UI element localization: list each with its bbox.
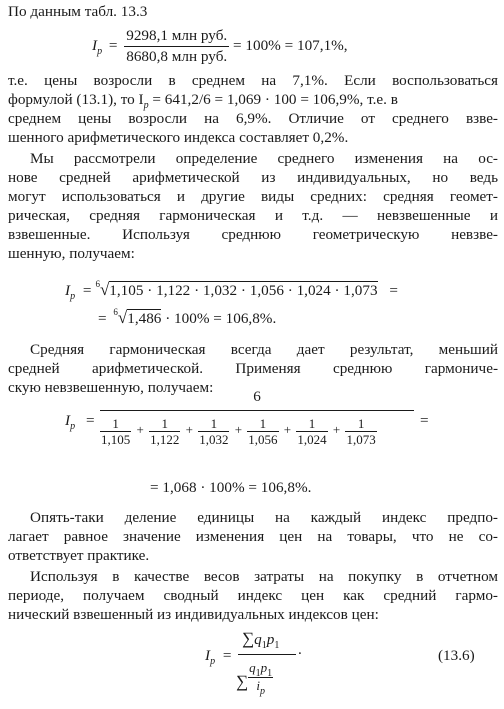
text-line: т.е. цены возросли в среднем на 7,1%. Если воспользоваться (8, 72, 498, 89)
fraction-denominator: 8680,8 млн руб. (126, 48, 228, 65)
fraction-denominator: 1,032 (199, 432, 229, 447)
formula-subscript: p (210, 656, 216, 667)
text-line: рическая, средняя гармоническая и т.д. — невзвешенные и (8, 207, 498, 224)
formula-symbol: I (65, 412, 71, 429)
text-line: Опять-таки деление единицы на каждый индекс предпо- (30, 509, 498, 526)
text-line: Мы рассмотрели определение среднего изменения на ос- (30, 150, 498, 167)
formula-geometric-mean-result: = $^6$√1,486 · 100% = 106,8%. (98, 307, 277, 328)
formula-subscript: p (143, 100, 149, 111)
formula-result: · 100% = 106,8%. (165, 310, 277, 328)
equals-sign: = (82, 282, 92, 300)
formula-symbol: I (205, 647, 211, 664)
text-fragment: формулой (13.1), то I (8, 91, 144, 108)
fraction-denominator: 1,024 (297, 432, 327, 447)
radicand: 1,486 (127, 310, 162, 328)
fraction (198, 416, 229, 447)
text-line: взвешенные. Используя среднюю геометрическую невзве- (8, 226, 498, 243)
fraction-numerator: 1 (100, 416, 131, 432)
text-line (8, 90, 498, 111)
plus-sign: + (185, 422, 193, 438)
formula-subscript: 1 (255, 668, 261, 679)
formula-price-index-ratio: $I_p$ = $\frac{\text{9298,1 млн руб.}}{\text{8680,8 млн руб.}}$ = 100% = 107,1%, (92, 27, 348, 65)
fraction-bar (100, 410, 414, 411)
fraction-numerator: 1 (198, 416, 229, 432)
radicand: 1,105 · 1,122 · 1,032 · 1,056 · 1,024 · 1,073 (109, 282, 378, 300)
formula-harmonic-mean (65, 412, 75, 432)
variable-q: q (249, 660, 256, 675)
text-line: нове средней арифметической из индивидуальных, но ведь (8, 169, 498, 186)
sigma-symbol: ∑ (242, 629, 255, 648)
equals-sign: = (389, 282, 398, 300)
formula-subscript: p (70, 291, 76, 303)
variable-p: p (266, 631, 275, 648)
fraction-denominator: 1,105 (101, 432, 131, 447)
fraction (247, 416, 278, 447)
sigma-symbol: ∑ (236, 671, 249, 691)
root-index: 6 (113, 307, 118, 317)
fraction (296, 416, 327, 447)
fraction-numerator: 1 (149, 416, 180, 432)
text-line: Используя в качестве весов затраты на покупку в отчетном (30, 568, 498, 585)
formula-subscript: 1 (261, 640, 267, 651)
fraction-denominator: 1,122 (150, 432, 180, 447)
formula-geometric-mean: $I_p = ^6√1,105 \cdot 1,122 \cdot 1,032 \cdot 1,056 \cdot 1,024 \cdot 1,073$ = (65, 279, 398, 303)
formula-subscript: p (70, 421, 76, 432)
fraction (248, 660, 273, 695)
fraction (124, 27, 229, 66)
formula-symbol: I (92, 36, 98, 54)
equation-number: (13.6) (438, 647, 475, 664)
fraction (149, 416, 180, 447)
fraction-denominator: 1,056 (248, 432, 278, 447)
fraction-bar (238, 654, 296, 655)
fraction-numerator (242, 630, 279, 651)
intro-line: По данным табл. 13.3 (8, 3, 148, 20)
fraction (100, 416, 131, 447)
fraction-denominator (236, 660, 273, 695)
fraction-denominator (100, 416, 416, 447)
formula-result: = 100% = 107,1%, (233, 36, 348, 54)
fraction (345, 416, 376, 447)
formula-subscript: p (97, 45, 103, 57)
text-line: шенного арифметического индекса составляет 0,2%. (8, 129, 349, 146)
fraction-numerator: 1 (247, 416, 278, 432)
variable-q: q (254, 631, 262, 648)
equals-sign: = (86, 412, 95, 429)
formula-subscript: 1 (267, 668, 273, 679)
text-line: среднем цены возросли на 6,9%. Отличие от среднего взве- (8, 110, 498, 127)
formula-symbol: I (65, 282, 71, 300)
root-index: 6 (95, 279, 100, 289)
text-line: нический взвешенный из индивидуальных индексов цен: (8, 606, 379, 623)
plus-sign: + (332, 422, 341, 438)
equals-sign: = (420, 412, 429, 429)
fraction-denominator: 1,073 (346, 432, 376, 447)
text-line: ответствует практике. (8, 547, 150, 564)
formula-subscript: 1 (274, 640, 280, 651)
formula-weighted-harmonic-symbol (205, 647, 231, 667)
text-line: могут использоваться и другие виды средних: средняя геомет- (8, 188, 498, 205)
variable-p: p (260, 660, 268, 675)
text-line: периоде, получаем сводный индекс цен как средний гармо- (8, 587, 498, 604)
text-line: шенную, получаем: (8, 245, 135, 262)
fraction-numerator: 6 (253, 388, 261, 405)
equals-sign: = (222, 647, 232, 664)
fraction-numerator: 1 (296, 416, 327, 432)
variable-i: i (256, 678, 260, 693)
fraction-numerator: 9298,1 млн руб. (124, 27, 229, 47)
formula-period: . (298, 641, 302, 658)
plus-sign: + (136, 422, 144, 438)
plus-sign: + (283, 422, 292, 438)
fraction-numerator: 1 (345, 416, 376, 432)
equals-sign: = (98, 310, 107, 328)
text-line: Средняя гармоническая всегда дает результат, меньший (30, 341, 498, 358)
text-line: лагает равное значение изменения цен на товары, что не со- (8, 528, 498, 545)
text-line: скую невзвешенную, получаем: (8, 379, 214, 396)
formula-subscript: p (259, 686, 265, 697)
text-fragment: = 641,2/6 = 1,069 · 100 = 106,9%, т.е. в (152, 91, 398, 108)
text-line: средней арифметической. Применяя среднюю гармониче- (8, 360, 498, 377)
formula-harmonic-mean-result: = 1,068 · 100% = 106,8%. (150, 479, 312, 496)
plus-sign: + (234, 422, 243, 438)
